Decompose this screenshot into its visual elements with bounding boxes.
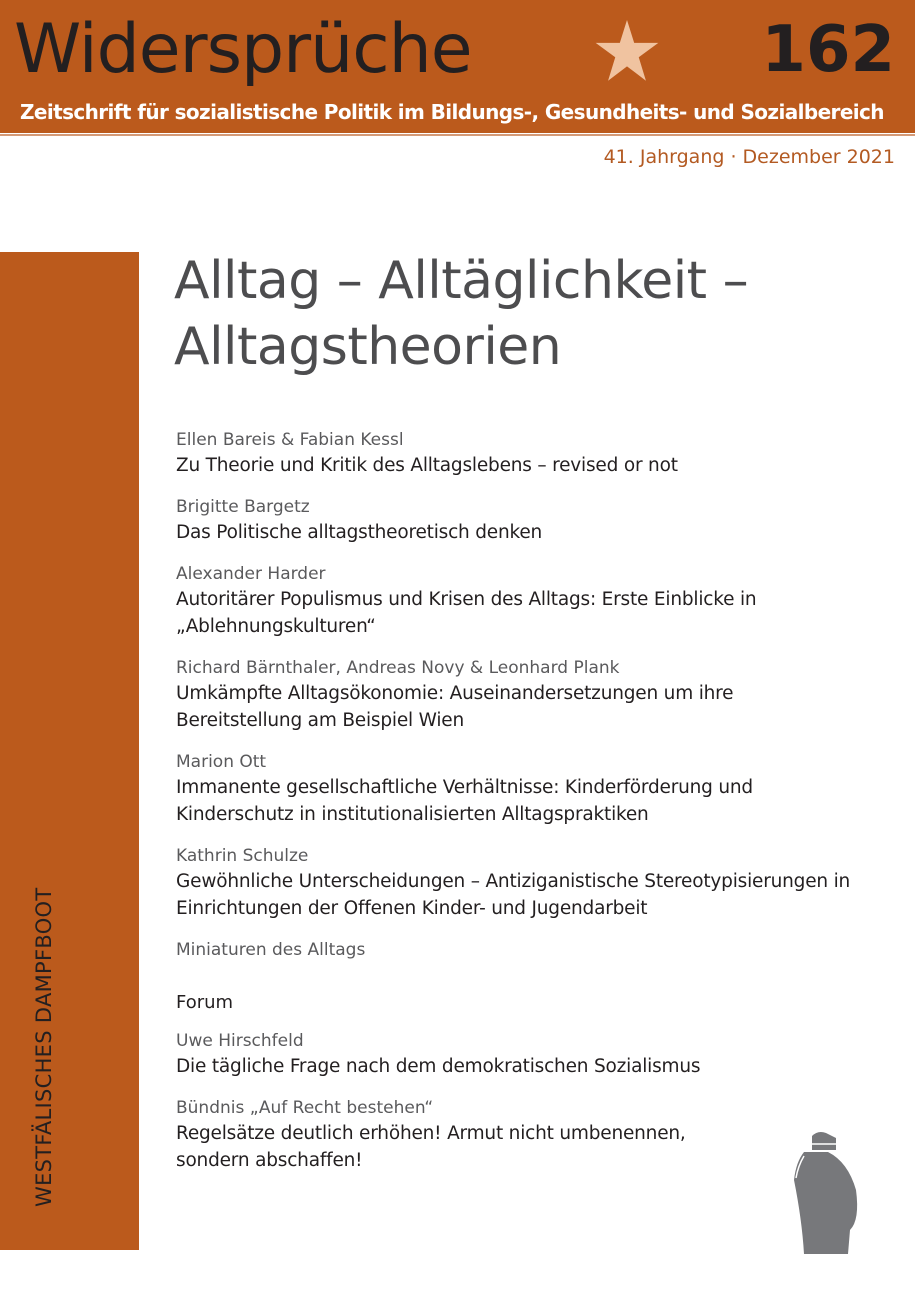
article-title: Umkämpfte Alltagsökonomie: Auseinandersetzungen um ihre Bereitstellung am Beispiel Wien bbox=[176, 683, 734, 731]
sidebar-bar bbox=[0, 252, 139, 1250]
issue-title-line: Alltag – Alltäglichkeit – bbox=[174, 251, 749, 311]
author: Brigitte Bargetz bbox=[176, 497, 310, 517]
toc-entry bbox=[176, 938, 876, 962]
toc-entry bbox=[176, 656, 876, 734]
author: Bündnis „Auf Recht bestehen“ bbox=[176, 1098, 434, 1118]
article-title: Die tägliche Frage nach dem demokratischen Sozialismus bbox=[176, 1056, 701, 1077]
article-title: Das Politische alltagstheoretisch denken bbox=[176, 522, 543, 543]
author: Uwe Hirschfeld bbox=[176, 1031, 304, 1051]
steamboat-icon bbox=[788, 1130, 866, 1254]
dateline: 41. Jahrgang · Dezember 2021 bbox=[603, 146, 895, 168]
divider bbox=[0, 134, 915, 136]
author: Richard Bärnthaler, Andreas Novy & Leonhard Plank bbox=[176, 658, 620, 678]
journal-subtitle: Zeitschrift für sozialistische Politik im Bildungs-, Gesundheits- und Sozialbereich bbox=[20, 100, 884, 124]
toc-entry bbox=[176, 750, 876, 828]
toc-entry bbox=[176, 1096, 876, 1174]
article-title: Gewöhnliche Unterscheidungen – Antiziganistische Stereotypisierungen in Einrichtungen der Offenen Kinder- und Jugendarbeit bbox=[176, 871, 851, 919]
issue-title-line: Alltagstheorien bbox=[174, 317, 562, 377]
toc-entry bbox=[176, 1029, 876, 1080]
toc-entry bbox=[176, 495, 876, 546]
author: Ellen Bareis & Fabian Kessl bbox=[176, 430, 404, 450]
author: Kathrin Schulze bbox=[176, 846, 309, 866]
star-icon bbox=[594, 20, 660, 82]
article-title: Zu Theorie und Kritik des Alltagslebens – revised or not bbox=[176, 455, 678, 476]
author: Alexander Harder bbox=[176, 564, 326, 584]
toc-entry bbox=[176, 428, 876, 479]
toc-entry bbox=[176, 844, 876, 922]
publisher-name: WESTFÄLISCHES DAMPFBOOT bbox=[32, 887, 56, 1207]
section-miniatures: Miniaturen des Alltags bbox=[176, 940, 366, 960]
issue-title bbox=[174, 248, 748, 380]
article-title: Regelsätze deutlich erhöhen! Armut nicht umbenennen, sondern abschaffen! bbox=[176, 1123, 686, 1171]
forum-heading: Forum bbox=[176, 992, 234, 1013]
toc-entry bbox=[176, 562, 876, 640]
author: Marion Ott bbox=[176, 752, 267, 772]
article-title: Autoritärer Populismus und Krisen des Alltags: Erste Einblicke in „Ablehnungskulturen“ bbox=[176, 589, 757, 637]
table-of-contents bbox=[176, 428, 876, 1190]
journal-name: Widersprüche bbox=[14, 10, 472, 89]
article-title: Immanente gesellschaftliche Verhältnisse: Kinderförderung und Kinderschutz in institutionalisierten Alltagspraktiken bbox=[176, 777, 753, 825]
issue-number: 162 bbox=[761, 13, 895, 87]
